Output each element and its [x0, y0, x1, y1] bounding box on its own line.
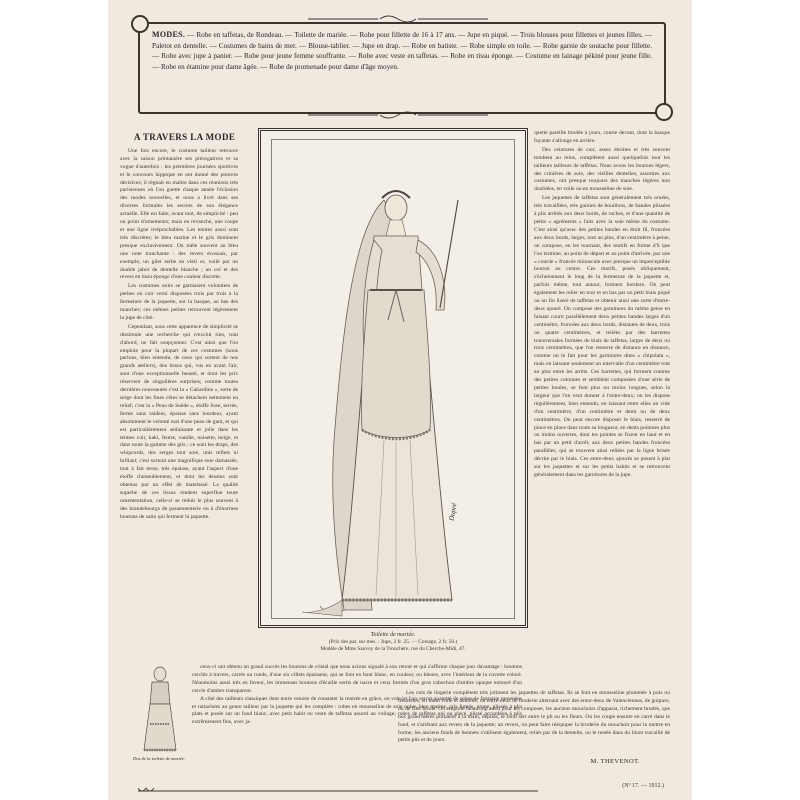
artist-signature: Dupré	[447, 502, 459, 522]
article-paragraph: Les jaquettes de taffetas sont généralement très ornées, très travaillées, très garnies de bouillons, de bandes plissées à plis arrêtés aux deux bords, de ruches, et d'une quantité de petits « agréments » faits avec la soie même du costume. C'est ainsi qu'avec des petites bandes en droit fil, froncées aux deux bords, larges, tout au plus, d'un centimètre à peine, on compose, en les tournant, des motifs en forme d'S que l'on termine, au point de départ et au point d'arrivée, par une « courde » froncée minuscule avec presque un imperceptible bouton au centre. Ces motifs, posés obliquement, s'échelonnent le long de la fermeture de la jaquette et, parfois même, tout autour, forment bordure. On peut également les relier en tour et en bas par un petit biais piqué ou un fin liseré de taffetas et obtenir ainsi une sorte d'entre-deux ajouré. On compose des garnitures du même genre en faisant courir parallèlement deux petites bandes larges d'un centimètre, froncées aux deux bords, distantes de deux, trois ou quatre centimètres, et reliées par des barrettes transversales formées de biais de taffetas, larges de deux ou trois centimètres, que l'on resserre de distance en distance, comme on le fait pour les garnitures dites « chipolata », mais en laissant seulement un intervalle d'un centimètre tout au plus entre les arrêts. Ces barrettes, qui forment comme des petites colonnes et semblent composées d'une série de petites boules, se font plus ou moins longues, selon la largeur que l'on veut donner à l'entre-deux; on les dispose régulièrement, bien entendu, en laissant entre elles un vide d'un centimètre, d'un centimètre et demi ou de deux centimètres. On peut encore disposer le biais, resserré de place en place dans toute sa longueur, en dents pointues plus ou moins ouvertes, dont les pointes se fixent en haut et en bas par un petit d'arrêt, aux deux petites bandes froncées parallèles, qui se trouvent ainsi reliées par la ligne brisée décrite par le biais. Ces entre-deux ajourés se posent à plat sur les jaquettes et sur les petits habits et se retrouvent généralement dans les garnitures de la jupe.	[534, 195, 670, 478]
issue-number: (Nº 17. — 1912.)	[622, 783, 664, 789]
article-paragraph: Une fois encore, le costume tailleur retrouve avec la saison printanière ses prérogatives et sa vogue d'autrefois : les premières journées sportives et le concours hippique en ont donné des preuves décisives; il règnait en maître dans ces réunions très parisiennes où l'on guette chaque année l'éclosion des modes nouvelles, et nous a livré dans ses diverses formules les secrets de son élégance actuelle. Elle est faite, avant tout, de simplicité : peu ou point d'ornements; mais en revanche, une coupe et une ligne irréprochables. Les teintes aussi sont très discrètes; le bleu marine et le gris dominent presque exclusivement. On mêle souvent au bleu une note tranchante : des revers écossais, par exemple, un gilet serbe en vieil or, voilé par un double jabot de dentelle blanche ; un col et des revers en tissu éponge d'une couleur discrète.	[120, 147, 238, 281]
bridal-back-illustration	[140, 664, 180, 754]
figure-caption-price: (Prix des pat. sur mes. : Jupe, 2 fr. 25. — Corsage, 2 fr. 50.)	[328, 639, 458, 645]
author-signature: M. THEVENOT.	[590, 758, 640, 765]
article-paragraph: A côté des tailleurs classiques dont notre venons de constater la rentrée en grâce, on voit (et l'on verra) quantité de robes de fantaisie ramenées et rattachées au genre tailleur par la jaquette qui les complète : robes en mousseline de soie noire, bleu marine, gris fumée, prune, plissée à plis plats et posée sur un fond blanc, avec petit habit ou veste de taffetas assorti au voilage; robes de taffetas uni ou glacé, plissé accordéon à plis extrêmement fins, avec ja-	[192, 695, 522, 726]
contents-lead: MODES.	[152, 30, 186, 39]
article-paragraph: ceux-ci ont obtenu un grand succès les boutons de cristal que nous avions signalé à son retour et qui s'affirme chaque jour davantage : boutons cerclés à travers, carrés ou ronds, d'une six cillets épaisseur, qui se font en bout blanc, en couleur, ou bleues, avec l'intérieur de la cuvette coloré. Néanmoins aussi très en faveur, les immenses boutons d'écaille sertis de nacre et ceux formés d'un gros cabochon d'ambre opaque entouré d'un cercle d'ambre transparent.	[192, 664, 522, 694]
figure-caption	[258, 632, 528, 653]
bridal-illustration-frame	[258, 128, 528, 628]
contents-list: — Robe en taffetas, de Rondeau. — Toilette de mariée. — Robe pour fillette de 16 à 17 ans. — Jupe en piqué. — Trois blouses pour fillettes et jeunes filles. — Paletot en dentelle. — Costumes de bains de mer. — Blouse-tablier. — Jupe en drap. — Robe en batiste. — Robe simple en toile. — Robe garnie de soutache pour fillette. — Robe avec jupe à panier. — Robe pour jeune femme souffrante. — Robe avec veste en taffetas. — Robe en tissu éponge. — Costume en lainage pékiné pour jeune fille. — Robe en étamine pour dame âgée. — Robe de promenade pour dame d'âge moyen.	[152, 31, 653, 71]
article-right-column	[534, 130, 670, 730]
article-paragraph: Les cols de lingerie complètent très joliment les jaquettes de taffetas. Ils se font en mousseline plumetée à pois ou fleurettes, en linon voilé et dentelle, ou entre-deux de broderie alternant avec des entre-deux de Valenciennes, de guipure, ou de filet brodé. On emploie beaucoup aussi pour les composer, les anciens mouchoirs d'apparat, richement brodés, que nos grand'mères portaient à la main, dépliés, le fond sert entre le pli ou les fleurs. On les coupe ensuite en carré dans le fond, et s'arrêtant aux revers de la jaquette; un revers, on peut faire rééquiper la broderie du mouchoir pour la mettre en forme; les anciens fonds de bonnets s'utilisent également, reliés par de la dentelle, ou le restée dans du linon travaillé de petits plis et de jours.	[398, 690, 670, 744]
article-paragraph: quette pareille brodée à jours, courte devant, dont la basque fuyante s'allonge en arrière.	[534, 130, 670, 144]
article-paragraph: Les costumes noirs se garnissent volontiers de petites en cuir verni disposées trois par trois à la fermeture de la jaquette, sur la basque, au bas des manches; ces mêmes petites retrouvent légèrement la jupe de côté.	[120, 283, 238, 321]
article-left-column	[120, 130, 238, 702]
contents-text	[152, 30, 652, 72]
footer-ornament	[138, 782, 538, 790]
side-figure-caption: Dos de la toilette de mariée.	[132, 756, 186, 761]
contents-header	[138, 22, 666, 114]
figure-caption-model: Modèle de Mme Sauvoy de la Tronchère, rue du Cherche-Midi, 47.	[320, 646, 466, 652]
figure-title: Toilette de mariée.	[370, 632, 416, 638]
article-bottom-right-text	[398, 690, 670, 746]
bridal-illustration	[271, 139, 515, 619]
article-paragraph: Cependant, sous cette apparence de simplicité se dissimule une recherche qui n'exclut rien, tout d'abord, ne fait soupçonner. C'est ainsi que l'on emploie pour la plupart de ces costumes (nous parlons, bien entendu, de ceux qui sortent de nos grands ateliers), des tissus qui, vus en avant l'air, sont d'une exceptionnelle beauté, et dont les prix réservent de singulières surprises; comme toutes dernières nouveautés c'est la « Gabardine », sorte de serge dont les fines côtes se détachent nettement en relief; c'est la « Peau de Suède », étoffe lisse, serrée, ferme sans raideur, épaisse sans lourdeur, ayant absolument le velouté mat d'une peau de gant, et qui est particulièrement séduisante et jolie dans les teintes cuir, kaki, feutre, vanille, noisette, beige, et dans toute la gamme des gris ; ce sont les draps, des whipcords, des serges tout soie, unis reflets ni brillant; c'est surtout une magnifique soie damassée, tout à fait terne, très épaisse, ayant l'aspect d'une étoffe d'ameublement, et dont les dessins sont obtenus par un effet de matelassé. La qualité superbe de ces tissus rendent superflue toute ornementation, celle-ci se réduit le plus souvent à des brandebourgs de passementerie ou à d'énormes boutons de satin qui ferment la jaquette.	[120, 323, 238, 520]
article-paragraph: Des ceintures de cuir, assez étroites et très souvent tombent au reins, complètent aussi quelquefois tout les tailleurs tailleurs de taffetas. Nous avons les boutons légers, des crinières de soie, des vieilles dentelles, assorties aux costumes, ont presque toujours des manches légères non doublées, en voile ou en mousseline de soie.	[534, 146, 670, 193]
bride-back-drawing	[140, 664, 180, 754]
bottom-header-ornament	[308, 110, 488, 120]
article-title: A TRAVERS LA MODE	[134, 132, 236, 142]
bride-drawing	[272, 140, 516, 622]
magazine-page	[108, 0, 692, 800]
